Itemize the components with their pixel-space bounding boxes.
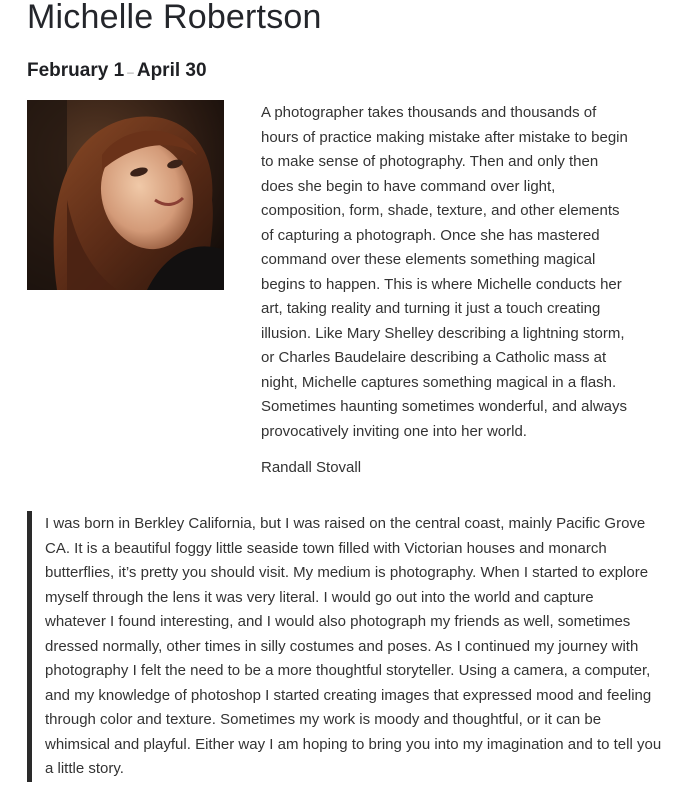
bio-line: night, Michelle captures something magical in a flash. <box>261 373 617 391</box>
bio-line: of capturing a photograph. Once she has mastered <box>261 226 600 244</box>
bio-line: illusion. Like Mary Shelley describing a lightning storm, <box>261 324 625 342</box>
bio-line: composition, form, shade, texture, and other elements <box>261 202 620 219</box>
portrait-photo-image <box>27 100 224 290</box>
artist-portrait <box>27 100 224 290</box>
bio-line: or Charles Baudelaire describing a Catholic mass at <box>261 349 607 366</box>
date-start: February 1 <box>27 60 125 81</box>
quote-line: I was born in Berkley California, but I was raised on the central coast, mainly Pacific Grove <box>45 515 646 532</box>
bio-line: provocatively inviting one into her world. <box>261 422 527 440</box>
bio-line: begins to happen. This is where Michelle conducts her <box>261 275 622 293</box>
quote-line: whimsical and playful. Either way I am hoping to bring you into my imagination and to tell you <box>45 735 662 753</box>
bio-paragraph <box>261 101 656 444</box>
quote-line: CA. It is a beautiful foggy little seaside town filled with Victorian houses and monarch <box>45 539 607 557</box>
page-title: Michelle Robertson <box>27 0 322 36</box>
bio-line: art, taking reality and turning it just a touch creating <box>261 300 601 317</box>
bio-author-signature: Randall Stovall <box>261 459 362 476</box>
quote-line: photography I felt the need to be a more thoughtful storyteller. Using a camera, a computer, <box>45 662 651 679</box>
bio-line: A photographer takes thousands and thousands of <box>261 104 597 121</box>
artist-statement-text <box>45 512 661 782</box>
exhibition-dates <box>27 60 207 82</box>
quote-line: a little story. <box>45 760 124 777</box>
bio-line: command over these elements something magical <box>261 251 596 268</box>
quote-line: dressed normally, other times in silly costumes and poses. As I continued my journey with <box>45 637 639 655</box>
quote-line: myself through the lens it was very literal. I would go out into the world and capture <box>45 588 594 606</box>
bio-line: hours of practice making mistake after mistake to begin <box>261 128 628 146</box>
quote-line: through color and texture. Sometimes my work is moody and thoughtful, or it can be <box>45 711 602 728</box>
date-separator: – <box>127 65 134 79</box>
bio-line: Sometimes haunting sometimes wonderful, and always <box>261 398 628 415</box>
bio-line: does she begin to have command over light, <box>261 177 556 195</box>
quote-line: whatever I found interesting, and I would also photograph my friends as well, sometimes <box>45 613 631 630</box>
quote-line: and my knowledge of photoshop I started creating images that expressed mood and feeling <box>45 686 652 704</box>
date-end: April 30 <box>136 60 207 81</box>
quote-line: butterflies, it’s pretty you should visit. My medium is photography. When I started to explore <box>45 564 649 581</box>
bio-line: to make sense of photography. Then and only then <box>261 153 599 170</box>
artist-statement-blockquote <box>27 511 687 782</box>
